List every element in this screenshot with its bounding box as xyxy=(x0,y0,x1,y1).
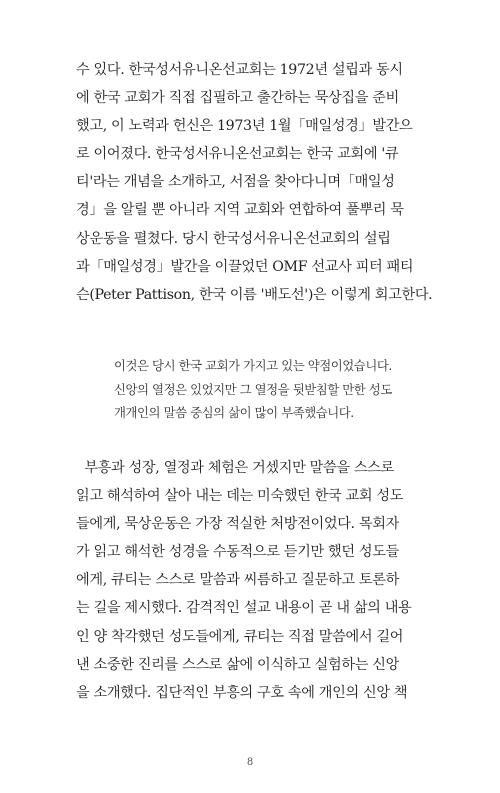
text-line: 상운동을 펼쳤다. 당시 한국성서유니온선교회의 설립 xyxy=(76,230,391,247)
text-line: 슨(Peter Pattison, 한국 이름 '배도선')은 이렇게 회고한다. xyxy=(76,286,433,303)
text-line: 티'라는 개념을 소개하고, 서점을 찾아다니며「매일성 xyxy=(76,174,395,191)
text-line: 했고, 이 노력과 헌신은 1973년 1월「매일성경」발간으 xyxy=(76,118,413,135)
text-line: 들에게, 묵상운동은 가장 적실한 처방전이었다. 목회자 xyxy=(76,516,399,533)
text-line: 경」을 알릴 뿐 아니라 지역 교회와 연합하여 풀뿌리 묵 xyxy=(76,202,404,219)
page-number: 8 xyxy=(246,757,254,768)
text-line: 에 한국 교회가 직접 집필하고 출간하는 묵상집을 준비 xyxy=(76,90,399,107)
text-line: 읽고 해석하여 살아 내는 데는 미숙했던 한국 교회 성도 xyxy=(76,488,404,505)
text-line: 가 읽고 해석한 성경을 수동적으로 듣기만 했던 성도들 xyxy=(76,544,399,561)
quote-line: 이것은 당시 한국 교회가 가지고 있는 약점이었습니다. xyxy=(114,358,392,373)
quote-line: 신앙의 열정은 있었지만 그 열정을 뒷받침할 만한 성도 xyxy=(114,381,392,397)
paragraph-2 xyxy=(76,454,426,707)
block-quote xyxy=(114,354,414,425)
text-line: 부흥과 성장, 열정과 체험은 거셌지만 말씀을 스스로 xyxy=(76,460,394,476)
text-line: 수 있다. 한국성서유니온선교회는 1972년 설립과 동시 xyxy=(76,62,403,78)
text-line: 과「매일성경」발간을 이끌었던 OMF 선교사 피터 패티 xyxy=(76,258,414,275)
quote-line: 개개인의 말씀 중심의 삶이 많이 부족했습니다. xyxy=(114,405,354,420)
text-line: 을 소개했다. 집단적인 부흥의 구호 속에 개인의 신앙 책 xyxy=(76,684,408,701)
text-line: 인 양 착각했던 성도들에게, 큐티는 직접 말씀에서 길어 xyxy=(76,628,404,645)
text-line: 낸 소중한 진리를 스스로 삶에 이식하고 실험하는 신앙 xyxy=(76,656,399,673)
text-line: 로 이어졌다. 한국성서유니온선교회는 한국 교회에 '큐 xyxy=(76,146,399,163)
text-line: 에게, 큐티는 스스로 말씀과 씨름하고 질문하고 토론하 xyxy=(76,572,399,589)
text-line: 는 길을 제시했다. 감격적인 설교 내용이 곧 내 삶의 내용 xyxy=(76,600,412,617)
paragraph-1 xyxy=(76,56,433,309)
